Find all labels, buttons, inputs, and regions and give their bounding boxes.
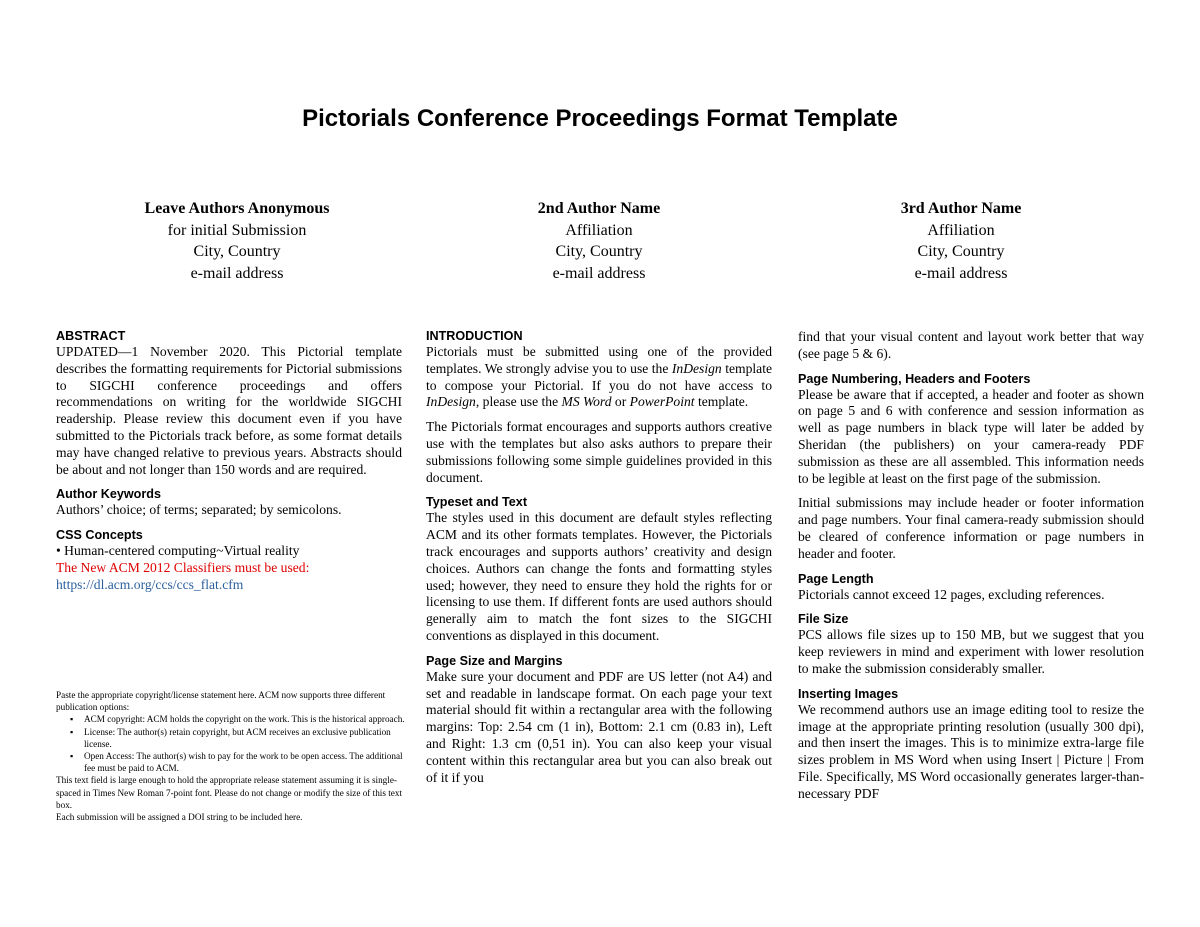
ccs-link[interactable]: https://dl.acm.org/ccs/ccs_flat.cfm (56, 576, 244, 592)
author-block-2 (434, 198, 764, 284)
ccs-heading: CSS Concepts (56, 528, 143, 543)
paper-title: Pictorials Conference Proceedings Format Template (302, 105, 898, 132)
keywords-heading: Author Keywords (56, 487, 161, 502)
author-block-3 (796, 198, 1126, 284)
introduction-heading: INTRODUCTION (426, 329, 523, 343)
page-size-text: Make sure your document and PDF are US letter (not A4) and set and readable in landscape format. On each page your text material should fit within a rectangular area with the following margins: Top: 2.54 cm (1 in), Bottom: 2.1 cm (0.83 in), Left and Right: 1.3 cm (0,51 in). You can also keep your visual content within this rectangular area but you can also break out of it if you (426, 668, 772, 785)
author-name: Leave Authors Anonymous (144, 200, 330, 217)
text-run-italic: MS Word (561, 394, 612, 410)
author-name: 2nd Author Name (537, 200, 661, 217)
text-run: or (611, 394, 630, 410)
copyright-note: This text field is large enough to hold the appropriate release statement assuming it is single-spaced in Times New Roman 7-point font. Please do not change or modify the size of this text box. (56, 775, 403, 810)
author-name: 3rd Author Name (900, 200, 1022, 217)
abstract-heading: ABSTRACT (56, 329, 126, 343)
author-email: e-mail address (190, 264, 284, 282)
copyright-options (56, 713, 406, 774)
column-right (798, 329, 1144, 811)
author-affiliation: Affiliation (565, 221, 633, 239)
author-location: City, Country (555, 243, 643, 260)
ccs-item: • Human-centered computing~Virtual reality (56, 543, 300, 559)
author-location: City, Country (193, 243, 281, 260)
column-left (56, 328, 402, 594)
ccs-notice: The New ACM 2012 Classifiers must be used: (56, 559, 310, 575)
page-numbering-paragraph-2: Initial submissions may include header or footer information and page numbers. Your final camera-ready submission should be cleared of conference information or page numbers in header and footer. (798, 495, 1144, 561)
text-run-italic: InDesign (671, 360, 722, 376)
page-length-heading: Page Length (798, 571, 874, 586)
author-email: e-mail address (552, 264, 646, 282)
author-affiliation: Affiliation (927, 221, 995, 239)
abstract-text: UPDATED—1 November 2020. This Pictorial template describes the formatting requirements for Pictorial submissions to SIGCHI conference proceedings and offers recommendations on writing for the worldwide SIGCHI readership. Please review this document even if you have submitted to the Pictorials track before, as some format details may have changed relative to previous years. Abstracts should be about and not longer than 150 words and are required. (56, 344, 402, 477)
page-numbering-paragraph-1: Please be aware that if accepted, a header and footer as shown on page 5 and 6 with conference and session information as well as page numbers in black type will later be added by Sheridan (the publishers) on your camera-ready PDF submission as these are all assembled. This information needs to be legible at least on the first page of the submission. (798, 386, 1144, 486)
file-size-heading: File Size (798, 612, 849, 627)
text-run-italic: PowerPoint (629, 394, 695, 410)
author-email: e-mail address (914, 264, 1008, 282)
keywords-text: Authors’ choice; of terms; separated; by semicolons. (56, 502, 342, 518)
doi-note: Each submission will be assigned a DOI string to be included here. (56, 812, 303, 823)
typeset-text: The styles used in this document are default styles reflecting ACM and its other formats templates. However, the Pictorials track encourages and supports authors’ creativity and design choices. Authors can change the fonts and formatting styles used; however, they need to ensure they hold the rights for or licensing to use them. If different fonts are used authors should generally aim to match the font sizes to the SIGCHI conventions as displayed in this document. (426, 510, 772, 643)
copyright-box (56, 689, 406, 823)
text-run: template to compose your Pictorial. If you do not have access to (426, 360, 773, 393)
copyright-option: ▪ Open Access: The author(s) wish to pay for the work to be open access. The additional fee must be paid to ACM. (84, 750, 406, 774)
text-run: template. (694, 394, 749, 410)
text-run: , please use the (475, 394, 562, 410)
copyright-intro: Paste the appropriate copyright/license statement here. ACM now supports three different publication options: (56, 690, 386, 713)
author-block-1 (72, 198, 402, 284)
copyright-option: ▪ License: The author(s) retain copyright, but ACM receives an exclusive publication license. (84, 726, 406, 750)
page-size-heading: Page Size and Margins (426, 653, 563, 668)
inserting-images-heading: Inserting Images (798, 686, 899, 701)
author-affiliation: for initial Submission (167, 221, 307, 239)
copyright-option: ▪ ACM copyright: ACM holds the copyright on the work. This is the historical approach. (84, 713, 406, 725)
text-run: Pictorials must be submitted using one of the provided templates. We strongly advise you to use the (426, 344, 772, 376)
page-numbering-heading: Page Numbering, Headers and Footers (798, 371, 1031, 386)
column-middle (426, 328, 772, 794)
introduction-paragraph-1 (426, 344, 772, 411)
typeset-heading: Typeset and Text (426, 495, 528, 510)
continued-text: find that your visual content and layout work better that way (see page 5 & 6). (798, 329, 1144, 361)
author-location: City, Country (917, 243, 1005, 260)
text-run-italic: InDesign (426, 394, 476, 410)
file-size-text: PCS allows file sizes up to 150 MB, but we suggest that you keep reviewers in mind and experiment with lower resolution to make the submission considerably smaller. (798, 627, 1144, 676)
introduction-paragraph-2: The Pictorials format encourages and supports authors creative use with the templates but also asks authors to prepare their submissions following some simple guidelines provided in this document. (426, 419, 772, 485)
page-length-text: Pictorials cannot exceed 12 pages, excluding references. (798, 586, 1105, 602)
inserting-images-text: We recommend authors use an image editing tool to resize the image at the appropriate printing resolution (usually 300 dpi), and then insert the images. This is to minimize extra-large file sizes problem in MS Word when using Insert | Picture | From File. Specifically, MS Word occasionally generates larger-than-necessary PDF (798, 701, 1144, 801)
